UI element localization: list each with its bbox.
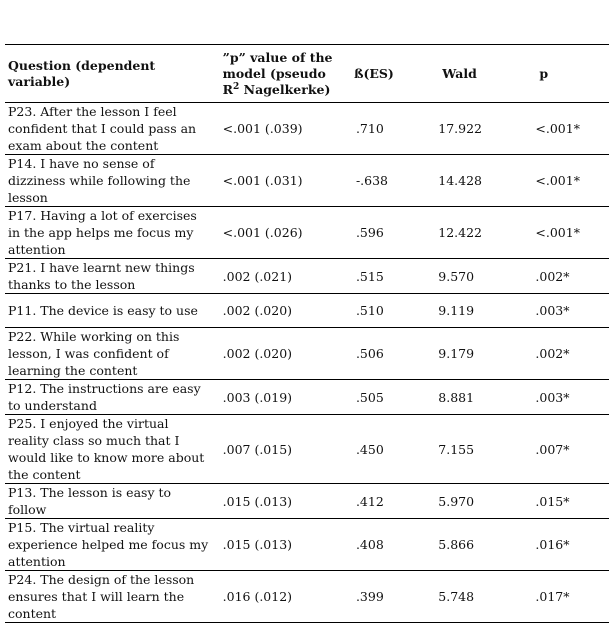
cell-p-model: .003 (.019) bbox=[215, 380, 348, 415]
cell-question: P23. After the lesson I feel confident that I could pass an exam about the content bbox=[5, 103, 215, 155]
cell-beta: .412 bbox=[348, 484, 432, 519]
table-header-row bbox=[5, 45, 609, 103]
cell-wald: 9.119 bbox=[432, 294, 529, 328]
cell-wald: 5.866 bbox=[432, 519, 529, 571]
cell-question: P25. I enjoyed the virtual reality class so much that I would like to know more about the content bbox=[5, 415, 215, 484]
cell-p-model: <.001 (.039) bbox=[215, 103, 348, 155]
table-row bbox=[5, 207, 609, 259]
cell-beta: -.638 bbox=[348, 155, 432, 207]
header-question: Question (dependent variable) bbox=[5, 45, 215, 103]
cell-beta: .710 bbox=[348, 103, 432, 155]
cell-p: .017* bbox=[529, 571, 609, 623]
cell-beta: .450 bbox=[348, 415, 432, 484]
table-row bbox=[5, 415, 609, 484]
cell-p: <.001* bbox=[529, 155, 609, 207]
cell-wald: 14.428 bbox=[432, 155, 529, 207]
cell-p: <.001* bbox=[529, 103, 609, 155]
cell-p: <.001* bbox=[529, 207, 609, 259]
cell-wald: 5.748 bbox=[432, 571, 529, 623]
cell-wald: 12.422 bbox=[432, 207, 529, 259]
table-row bbox=[5, 259, 609, 294]
cell-question: P24. The design of the lesson ensures that I will learn the content bbox=[5, 571, 215, 623]
cell-p-model: <.001 (.031) bbox=[215, 155, 348, 207]
table-row bbox=[5, 294, 609, 328]
cell-beta: .510 bbox=[348, 294, 432, 328]
cell-p: .002* bbox=[529, 328, 609, 380]
table-row bbox=[5, 484, 609, 519]
table-row bbox=[5, 519, 609, 571]
cell-p-model: .002 (.020) bbox=[215, 328, 348, 380]
cell-question: P12. The instructions are easy to understand bbox=[5, 380, 215, 415]
cell-question: P21. I have learnt new things thanks to the lesson bbox=[5, 259, 215, 294]
cell-p-model: .015 (.013) bbox=[215, 519, 348, 571]
cell-wald: 17.922 bbox=[432, 103, 529, 155]
cell-p-model: .002 (.020) bbox=[215, 294, 348, 328]
cell-p-model: .015 (.013) bbox=[215, 484, 348, 519]
cell-wald: 8.881 bbox=[432, 380, 529, 415]
cell-question: P13. The lesson is easy to follow bbox=[5, 484, 215, 519]
cell-beta: .399 bbox=[348, 571, 432, 623]
cell-wald: 9.179 bbox=[432, 328, 529, 380]
table-row bbox=[5, 103, 609, 155]
cell-p: .007* bbox=[529, 415, 609, 484]
regression-results-table bbox=[5, 44, 609, 623]
cell-p-model: <.001 (.026) bbox=[215, 207, 348, 259]
table-row bbox=[5, 380, 609, 415]
cell-p-model: .016 (.012) bbox=[215, 571, 348, 623]
header-beta: ß(ES) bbox=[348, 45, 432, 103]
header-p-model: ”p” value of the model (pseudo $R^2$ Nagelkerke) bbox=[215, 45, 348, 103]
cell-p: .016* bbox=[529, 519, 609, 571]
cell-beta: .515 bbox=[348, 259, 432, 294]
cell-question: P14. I have no sense of dizziness while following the lesson bbox=[5, 155, 215, 207]
cell-beta: .408 bbox=[348, 519, 432, 571]
cell-p: .002* bbox=[529, 259, 609, 294]
header-p: p bbox=[529, 45, 609, 103]
cell-wald: 9.570 bbox=[432, 259, 529, 294]
table-row bbox=[5, 328, 609, 380]
cell-p: .003* bbox=[529, 294, 609, 328]
cell-p: .015* bbox=[529, 484, 609, 519]
cell-question: P11. The device is easy to use bbox=[5, 294, 215, 328]
cell-question: P17. Having a lot of exercises in the app helps me focus my attention bbox=[5, 207, 215, 259]
cell-wald: 5.970 bbox=[432, 484, 529, 519]
table-row bbox=[5, 155, 609, 207]
cell-beta: .596 bbox=[348, 207, 432, 259]
cell-wald: 7.155 bbox=[432, 415, 529, 484]
header-wald: Wald bbox=[432, 45, 529, 103]
table-row bbox=[5, 571, 609, 623]
cell-beta: .506 bbox=[348, 328, 432, 380]
cell-question: P15. The virtual reality experience helped me focus my attention bbox=[5, 519, 215, 571]
cell-p-model: .007 (.015) bbox=[215, 415, 348, 484]
cell-beta: .505 bbox=[348, 380, 432, 415]
cell-p: .003* bbox=[529, 380, 609, 415]
cell-p-model: .002 (.021) bbox=[215, 259, 348, 294]
cell-question: P22. While working on this lesson, I was confident of learning the content bbox=[5, 328, 215, 380]
